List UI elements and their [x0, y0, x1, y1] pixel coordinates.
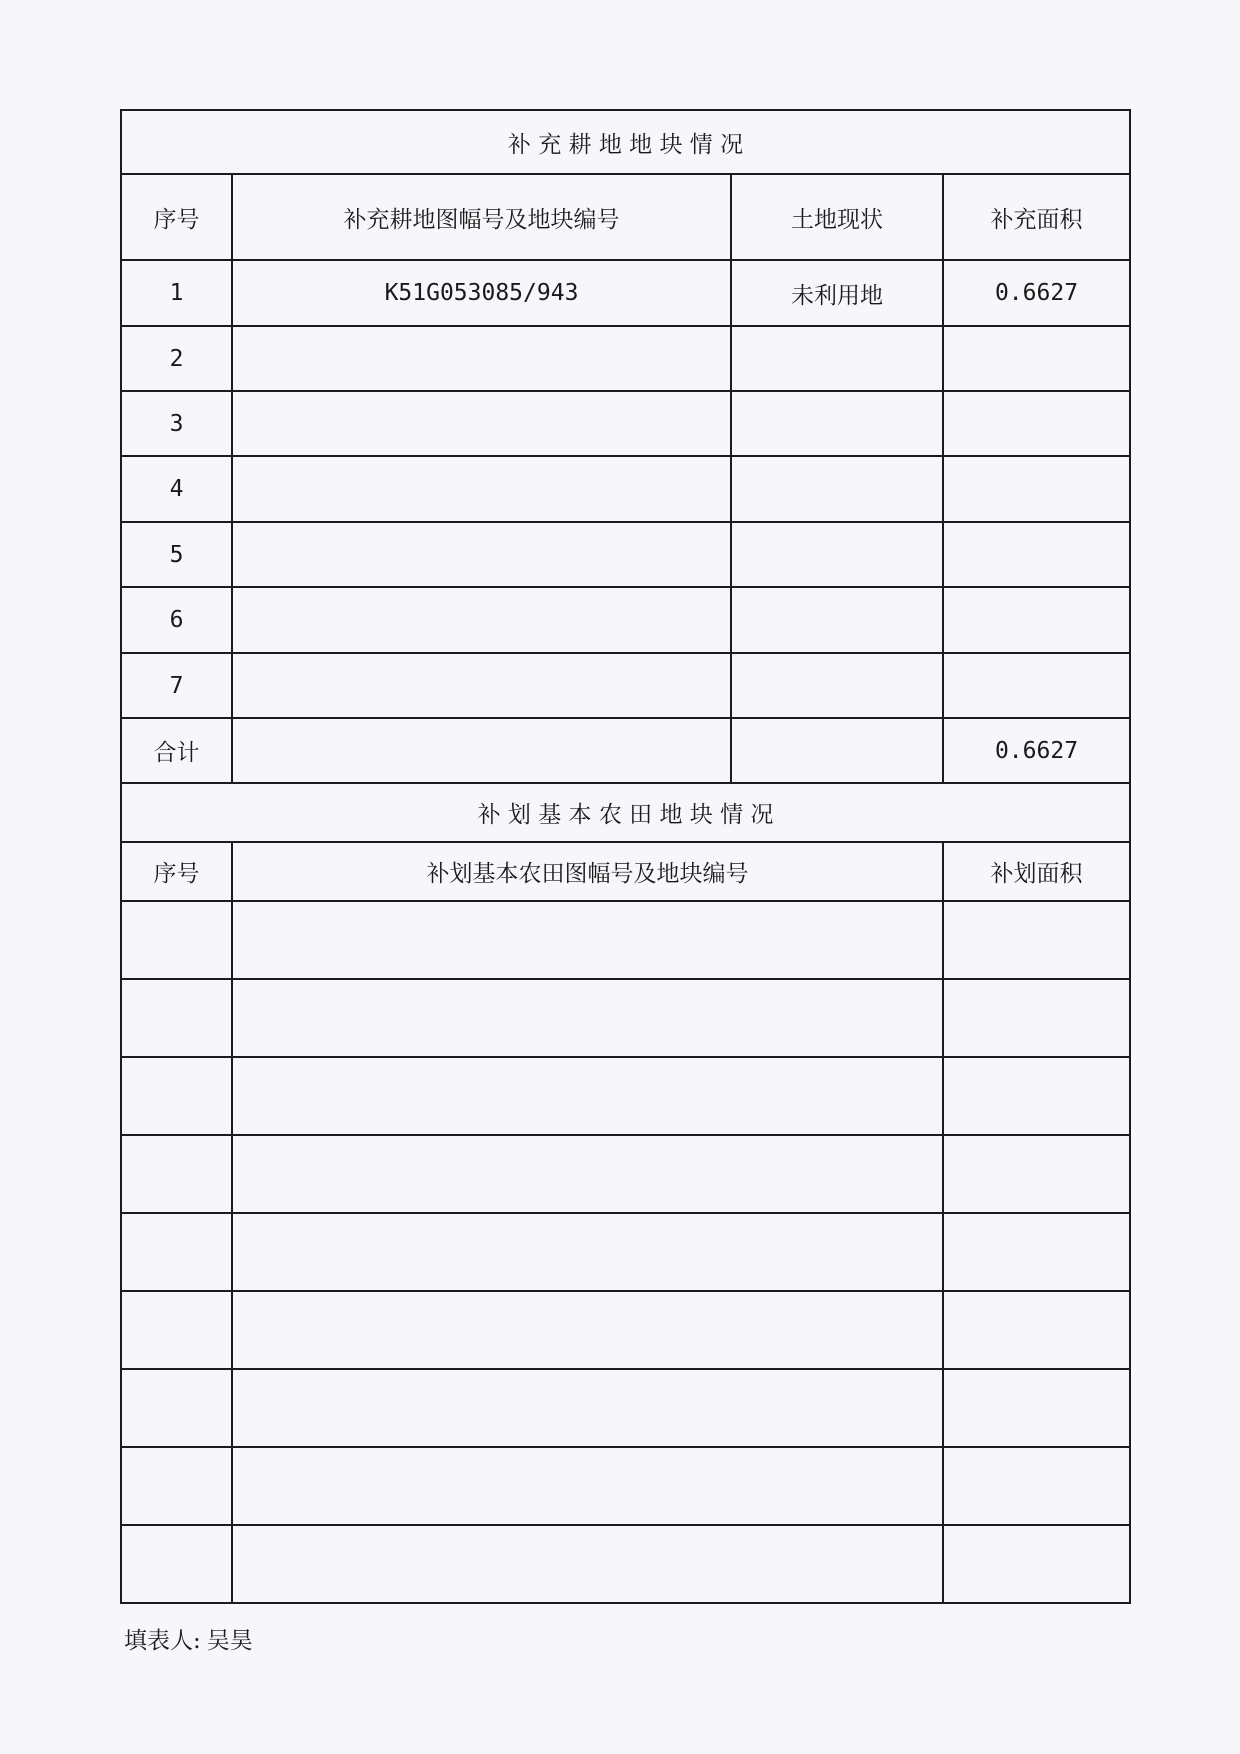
table-row	[121, 653, 1130, 718]
form-filler	[124, 1622, 253, 1655]
row-plot-id	[232, 1291, 943, 1369]
total-plot-id	[232, 718, 731, 783]
row-area	[943, 1291, 1130, 1369]
row-plot-id	[232, 391, 731, 456]
row-seq: 2	[121, 326, 232, 391]
table-row	[121, 587, 1130, 653]
row-plot-id	[232, 1369, 943, 1447]
row-land-status	[731, 326, 943, 391]
supplementary-section-title-row	[121, 110, 1130, 174]
table-row	[121, 979, 1130, 1057]
row-plot-id	[232, 456, 731, 522]
row-seq	[121, 1213, 232, 1291]
row-seq	[121, 1369, 232, 1447]
land-plot-form-table	[120, 109, 1131, 1604]
row-area	[943, 522, 1130, 587]
total-label: 合计	[121, 718, 232, 783]
row-area	[943, 1135, 1130, 1213]
table-row	[121, 1291, 1130, 1369]
header-seq: 序号	[121, 842, 232, 901]
row-seq: 5	[121, 522, 232, 587]
row-area	[943, 326, 1130, 391]
row-seq	[121, 979, 232, 1057]
row-land-status	[731, 456, 943, 522]
row-plot-id	[232, 1135, 943, 1213]
row-land-status	[731, 522, 943, 587]
row-plot-id	[232, 1213, 943, 1291]
table-row	[121, 326, 1130, 391]
row-land-status: 未利用地	[731, 260, 943, 326]
row-seq: 4	[121, 456, 232, 522]
row-area	[943, 391, 1130, 456]
row-seq: 3	[121, 391, 232, 456]
row-area	[943, 1369, 1130, 1447]
table-row	[121, 901, 1130, 979]
table-row	[121, 260, 1130, 326]
row-area	[943, 1213, 1130, 1291]
row-seq: 7	[121, 653, 232, 718]
row-seq	[121, 1291, 232, 1369]
row-plot-id	[232, 979, 943, 1057]
header-plot-id: 补充耕地图幅号及地块编号	[232, 174, 731, 260]
row-land-status	[731, 391, 943, 456]
row-plot-id	[232, 1525, 943, 1603]
row-seq	[121, 1447, 232, 1525]
table-row	[121, 1525, 1130, 1603]
row-plot-id	[232, 1447, 943, 1525]
table-row	[121, 522, 1130, 587]
filler-name: 吴昊	[206, 1628, 253, 1654]
header-plot-id: 补划基本农田图幅号及地块编号	[232, 842, 943, 901]
table-row	[121, 456, 1130, 522]
row-seq	[121, 1135, 232, 1213]
row-area	[943, 1525, 1130, 1603]
row-plot-id	[232, 653, 731, 718]
row-plot-id	[232, 522, 731, 587]
header-area: 补划面积	[943, 842, 1130, 901]
header-area: 补充面积	[943, 174, 1130, 260]
row-seq	[121, 901, 232, 979]
table-row	[121, 1213, 1130, 1291]
table-row	[121, 1135, 1130, 1213]
table-row	[121, 1447, 1130, 1525]
table-row	[121, 1369, 1130, 1447]
basic-farmland-header-row	[121, 842, 1130, 901]
row-land-status	[731, 653, 943, 718]
total-area: 0.6627	[943, 718, 1130, 783]
row-seq	[121, 1057, 232, 1135]
row-area	[943, 653, 1130, 718]
row-area	[943, 1057, 1130, 1135]
row-seq: 1	[121, 260, 232, 326]
row-land-status	[731, 587, 943, 653]
supplementary-section-title: 补 充 耕 地 地 块 情 况	[121, 110, 1130, 174]
row-plot-id	[232, 1057, 943, 1135]
table-row	[121, 1057, 1130, 1135]
row-area	[943, 979, 1130, 1057]
supplementary-header-row	[121, 174, 1130, 260]
row-area	[943, 587, 1130, 653]
header-land-status: 土地现状	[731, 174, 943, 260]
row-plot-id	[232, 901, 943, 979]
basic-farmland-section-title: 补 划 基 本 农 田 地 块 情 况	[121, 783, 1130, 842]
row-area	[943, 901, 1130, 979]
row-plot-id	[232, 587, 731, 653]
filler-label: 填表人:	[124, 1628, 201, 1654]
row-plot-id: K51G053085/943	[232, 260, 731, 326]
row-area: 0.6627	[943, 260, 1130, 326]
row-seq	[121, 1525, 232, 1603]
basic-farmland-section-title-row	[121, 783, 1130, 842]
table-row	[121, 391, 1130, 456]
row-plot-id	[232, 326, 731, 391]
header-seq: 序号	[121, 174, 232, 260]
row-area	[943, 456, 1130, 522]
total-land-status	[731, 718, 943, 783]
row-seq: 6	[121, 587, 232, 653]
row-area	[943, 1447, 1130, 1525]
total-row	[121, 718, 1130, 783]
